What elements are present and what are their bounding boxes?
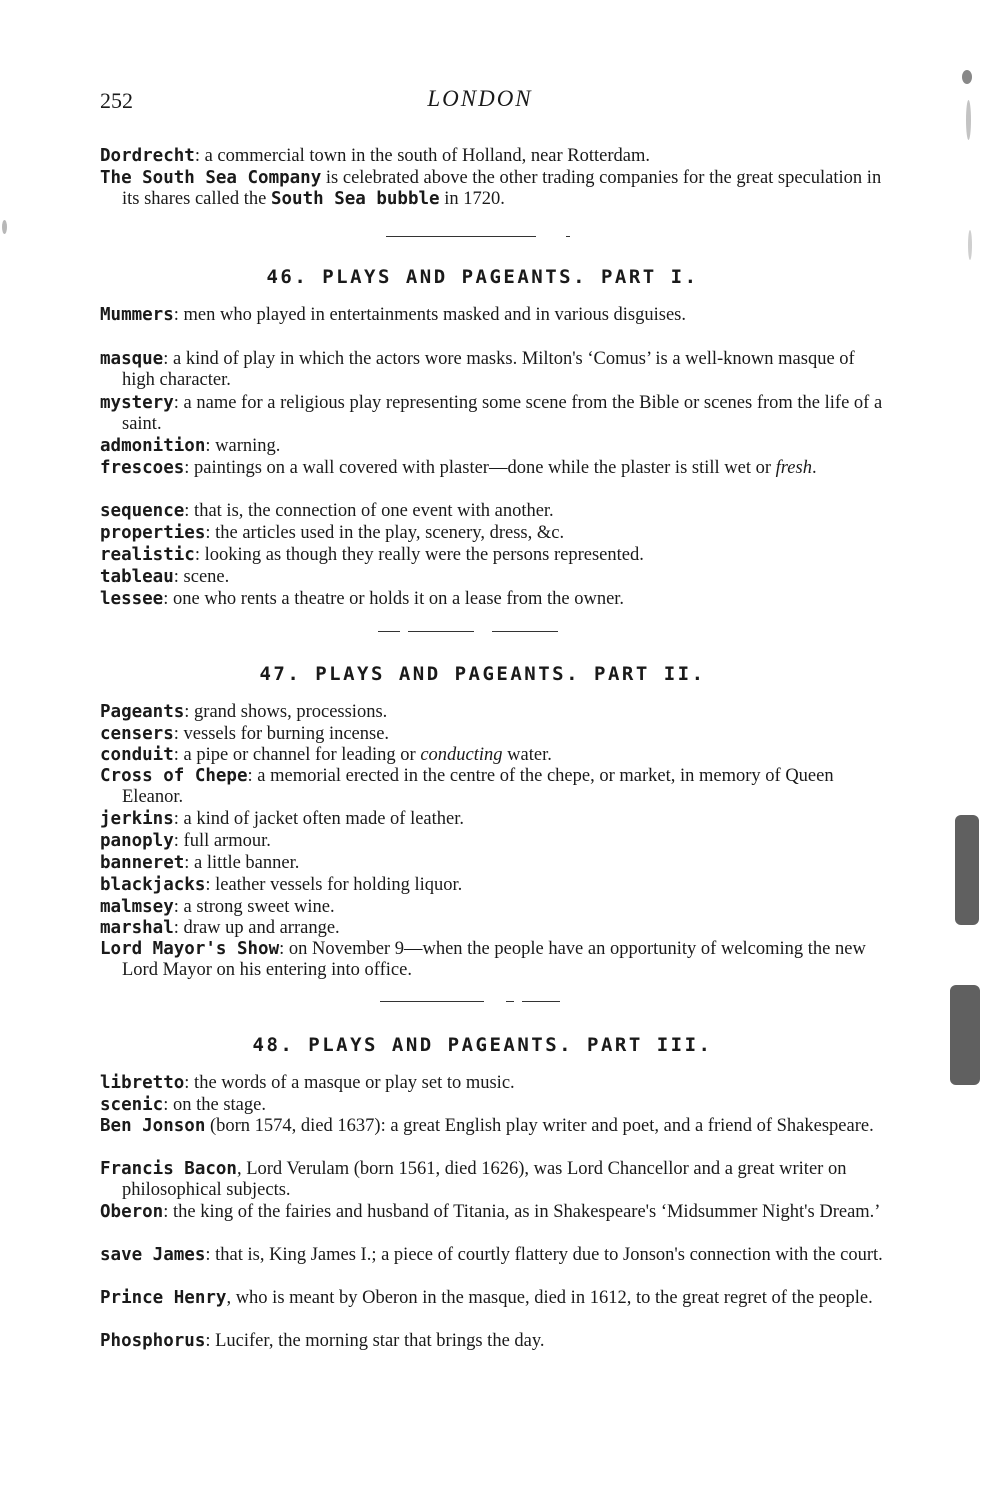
glossary-entry <box>100 918 887 939</box>
entry-definition: : a strong sweet wine. <box>173 897 335 917</box>
glossary-entry <box>100 831 887 852</box>
glossary-entry <box>100 168 887 210</box>
glossary-entry <box>100 875 887 896</box>
entry-definition: : Lucifer, the morning star that brings the day. <box>205 1331 545 1351</box>
entry-term: masque <box>100 349 164 369</box>
section-divider <box>408 631 474 632</box>
entry-definition: : paintings on a wall covered with plaster—done while the plaster is still wet or <box>184 458 776 478</box>
section-divider <box>380 1001 484 1002</box>
entry-definition: : leather vessels for holding liquor. <box>205 875 463 895</box>
entry-term: Oberon <box>100 1202 164 1222</box>
entry-term: Dordrecht <box>100 146 195 166</box>
entry-term: Pageants <box>100 702 185 722</box>
glossary-entry <box>100 436 887 457</box>
glossary-entry <box>100 1288 887 1309</box>
entry-definition: : a pipe or channel for leading or <box>173 745 421 765</box>
entry-definition: : men who played in entertainments masked and in various disguises. <box>173 305 687 325</box>
running-title: LONDON <box>427 86 533 111</box>
entry-definition: (born 1574, died 1637): a great English play writer and poet, and a friend of Shakespeare. <box>205 1116 874 1136</box>
entry-definition: : a little banner. <box>184 853 300 873</box>
page-number: 252 <box>100 88 133 113</box>
entry-definition: : warning. <box>205 436 281 456</box>
entry-definition: : looking as though they really were the persons represented. <box>194 545 644 565</box>
section-divider-dot <box>566 236 570 237</box>
page-header <box>100 86 860 120</box>
entry-term: lessee <box>100 589 164 609</box>
entry-term: Mummers <box>100 305 174 325</box>
glossary-entry <box>100 501 887 522</box>
scan-smudge <box>955 815 979 925</box>
scan-speck <box>962 70 972 84</box>
section-title-48: 48. PLAYS AND PAGEANTS. PART III. <box>252 1034 713 1056</box>
entry-term: Ben Jonson <box>100 1116 206 1136</box>
section-divider-dot <box>506 1001 514 1002</box>
entry-term: blackjacks <box>100 875 206 895</box>
entry-term: admonition <box>100 436 206 456</box>
entry-tail: . <box>811 458 817 478</box>
entry-definition: : a memorial erected in the centre of the chepe, or market, in memory of Queen Eleanor. <box>122 766 834 807</box>
glossary-entry <box>100 853 887 874</box>
entry-term: Cross of Chepe <box>100 766 248 786</box>
entry-definition: : grand shows, processions. <box>184 702 388 722</box>
glossary-entry <box>100 1202 887 1223</box>
section-divider <box>492 631 558 632</box>
entry-term: scenic <box>100 1095 164 1115</box>
entry-term: properties <box>100 523 206 543</box>
glossary-entry <box>100 523 887 544</box>
entry-definition: : the king of the fairies and husband of Titania, as in Shakespeare's ‘Midsummer Night's Dream.’ <box>163 1202 881 1222</box>
scan-speck <box>2 220 7 234</box>
entry-term: Lord Mayor's Show <box>100 939 280 959</box>
entry-definition: : a commercial town in the south of Holland, near Rotterdam. <box>194 146 651 166</box>
entry-term: sequence <box>100 501 185 521</box>
entry-definition: : on November 9—when the people have an opportunity of welcoming the new Lord Mayor on his entering into office. <box>122 939 866 980</box>
scan-speck <box>966 100 971 140</box>
entry-term: banneret <box>100 853 185 873</box>
entry-definition: : draw up and arrange. <box>173 918 340 938</box>
glossary-entry <box>100 393 887 435</box>
glossary-entry <box>100 1245 887 1266</box>
glossary-entry <box>100 809 887 830</box>
glossary-entry <box>100 545 887 566</box>
glossary-entry <box>100 1116 887 1137</box>
glossary-entry <box>100 1159 887 1201</box>
scan-smudge <box>950 985 980 1085</box>
glossary-entry <box>100 305 887 326</box>
entry-definition: : a name for a religious play representing some scene from the Bible or scenes from the life of a saint. <box>122 393 883 434</box>
glossary-entry <box>100 589 887 610</box>
entry-definition: : one who rents a theatre or holds it on a lease from the owner. <box>163 589 625 609</box>
glossary-entry <box>100 724 887 745</box>
glossary-entry <box>100 939 887 981</box>
entry-definition: is celebrated above the other trading companies for the great speculation in its shares called the <box>122 168 882 209</box>
entry-term: save James <box>100 1245 206 1265</box>
section-title-46: 46. PLAYS AND PAGEANTS. PART I. <box>266 266 699 288</box>
entry-definition: : that is, the connection of one event with another. <box>184 501 554 521</box>
entry-term: panoply <box>100 831 174 851</box>
entry-term: The South Sea Company <box>100 168 322 188</box>
entry-definition: : that is, King James I.; a piece of courtly flattery due to Jonson's connection with the court. <box>205 1245 883 1265</box>
glossary-entry <box>100 349 887 391</box>
entry-definition: : vessels for burning incense. <box>173 724 390 744</box>
entry-definition: : the articles used in the play, scenery, dress, &c. <box>205 523 565 543</box>
scan-speck <box>968 230 972 260</box>
entry-definition: : full armour. <box>173 831 271 851</box>
glossary-entry <box>100 1073 887 1094</box>
entry-emphasis: fresh <box>775 458 812 478</box>
entry-term: tableau <box>100 567 174 587</box>
entry-term: Prince Henry <box>100 1288 227 1308</box>
glossary-entry <box>100 1331 887 1352</box>
entry-term: marshal <box>100 918 174 938</box>
entry-definition: : scene. <box>173 567 230 587</box>
entry-term: jerkins <box>100 809 174 829</box>
section-title-47: 47. PLAYS AND PAGEANTS. PART II. <box>259 663 706 685</box>
entry-term: frescoes <box>100 458 185 478</box>
entry-term-inline: South Sea bubble <box>270 189 440 209</box>
entry-emphasis: conducting <box>420 745 503 765</box>
entry-tail: water. <box>502 745 552 765</box>
glossary-entry <box>100 458 887 479</box>
entry-definition-end: in 1720. <box>439 189 505 209</box>
section-divider <box>522 1001 560 1002</box>
glossary-entry <box>100 567 887 588</box>
entry-definition: : on the stage. <box>163 1095 266 1115</box>
glossary-entry <box>100 702 887 723</box>
entry-term: conduit <box>100 745 174 765</box>
entry-term: malmsey <box>100 897 174 917</box>
entry-term: mystery <box>100 393 174 413</box>
glossary-entry <box>100 1095 887 1116</box>
entry-definition: : a kind of play in which the actors wore masks. Milton's ‘Comus’ is a well-known masque of high character. <box>122 349 855 390</box>
entry-definition: : a kind of jacket often made of leather. <box>173 809 464 829</box>
section-divider <box>378 631 400 632</box>
entry-term: Phosphorus <box>100 1331 206 1351</box>
section-divider <box>386 236 536 237</box>
entry-definition: , Lord Verulam (born 1561, died 1626), was Lord Chancellor and a great writer on philosophical subjects. <box>122 1159 847 1200</box>
glossary-entry <box>100 766 887 808</box>
entry-term: Francis Bacon <box>100 1159 237 1179</box>
glossary-entry <box>100 745 887 766</box>
entry-term: libretto <box>100 1073 185 1093</box>
entry-term: censers <box>100 724 174 744</box>
glossary-entry <box>100 146 887 167</box>
entry-term: realistic <box>100 545 195 565</box>
entry-definition: : the words of a masque or play set to music. <box>184 1073 515 1093</box>
entry-definition: , who is meant by Oberon in the masque, died in 1612, to the great regret of the people. <box>226 1288 873 1308</box>
glossary-entry <box>100 897 887 918</box>
